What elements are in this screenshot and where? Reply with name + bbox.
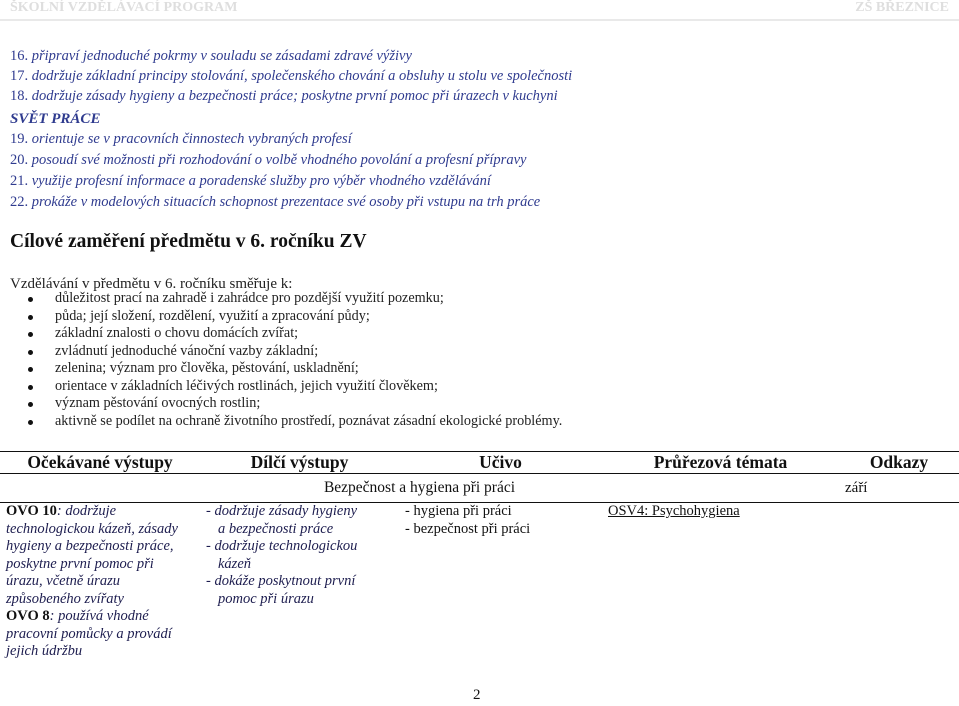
- col-header-expected-outputs: Očekávané výstupy: [0, 452, 200, 474]
- cross-topic-link: OSV4: Psychohygiena: [608, 503, 740, 519]
- list-item: 21. využije profesní informace a poradenské služby pro výběr vhodného vzdělávání: [10, 173, 491, 189]
- list-item: 18. dodržuje zásady hygieny a bezpečnosti práce; poskytne první pomoc při úrazech v kuchyni: [10, 88, 558, 104]
- references-cell: [839, 503, 959, 661]
- curriculum-item: - bezpečnost při práci: [405, 520, 531, 537]
- partial-item: - dodržuje zásady hygieny a bezpečnosti práce: [206, 503, 358, 537]
- bullet-item: základní znalosti o chovu domácích zvířat;: [28, 325, 562, 343]
- bullet-item: orientace v základních léčivých rostlinách, jejich využití člověkem;: [28, 378, 562, 396]
- page-number: 2: [473, 687, 481, 703]
- header-school-name: ZŠ BŘEZNICE: [855, 0, 949, 15]
- table-row: [0, 503, 959, 661]
- page-heading: Cílové zaměření předmětu v 6. ročníku ZV: [10, 231, 367, 252]
- col-header-references: Odkazy: [839, 452, 959, 474]
- list-item: 19. orientuje se v pracovních činnostech vybraných profesí: [10, 131, 352, 147]
- header-school-program: ŠKOLNÍ VZDĚLÁVACÍ PROGRAM: [10, 0, 238, 15]
- partial-item: - dodržuje technologickou kázeň: [206, 538, 358, 572]
- bullet-item: důležitost prací na zahradě i zahrádce pro pozdější využití pozemku;: [28, 290, 562, 308]
- list-item: 17. dodržuje základní principy stolování, společenského chování a obsluhy u stolu ve společnosti: [10, 68, 573, 84]
- list-item: 20. posoudí své možnosti při rozhodování o volbě vhodného povolání a profesní přípravy: [10, 152, 527, 168]
- curriculum-table: [0, 451, 959, 661]
- bullet-item: význam pěstování ovocných rostlin;: [28, 395, 562, 413]
- partial-outputs-cell: [200, 503, 399, 661]
- section-title: SVĚT PRÁCE: [10, 111, 101, 127]
- bullet-item: půda; její složení, rozdělení, využití a zpracování půdy;: [28, 308, 562, 326]
- col-header-curriculum: Učivo: [399, 452, 602, 474]
- topic-title: Bezpečnost a hygiena při práci: [323, 479, 516, 496]
- bullet-item: aktivně se podílet na ochraně životního prostředí, poznávat zásadní ekologické problémy.: [28, 413, 562, 431]
- partial-item: - dokáže poskytnout první pomoc při úrazu: [206, 573, 356, 607]
- col-header-cross-topics: Průřezová témata: [602, 452, 839, 474]
- running-header: [0, 0, 959, 21]
- ovo-item: OVO 10: dodržuje technologickou kázeň, zásady hygieny a bezpečnosti práce, poskytne první pomoc při úrazu, včetně úrazu způsobeného zvířaty: [6, 503, 178, 607]
- topic-row: [0, 474, 959, 503]
- expected-outputs-cell: [0, 503, 200, 661]
- lead-text: Vzdělávání v předmětu v 6. ročníku směřuje k:: [10, 276, 293, 292]
- bullet-list: [28, 290, 562, 430]
- list-item: 16. připraví jednoduché pokrmy v souladu se zásadami zdravé výživy: [10, 48, 412, 64]
- list-item: 22. prokáže v modelových situacích schopnost prezentace své osoby při vstupu na trh práce: [10, 194, 541, 210]
- curriculum-item: - hygiena při práci: [405, 503, 512, 519]
- ovo-item: OVO 8: používá vhodné pracovní pomůcky a provádí jejich údržbu: [6, 608, 172, 659]
- curriculum-cell: [399, 503, 602, 661]
- col-header-partial-outputs: Dílčí výstupy: [200, 452, 399, 474]
- bullet-item: zvládnutí jednoduché vánoční vazby základní;: [28, 343, 562, 361]
- topic-month: září: [845, 479, 868, 496]
- cross-topics-cell: [602, 503, 839, 661]
- table-header-row: [0, 452, 959, 474]
- bullet-item: zelenina; význam pro člověka, pěstování, uskladnění;: [28, 360, 562, 378]
